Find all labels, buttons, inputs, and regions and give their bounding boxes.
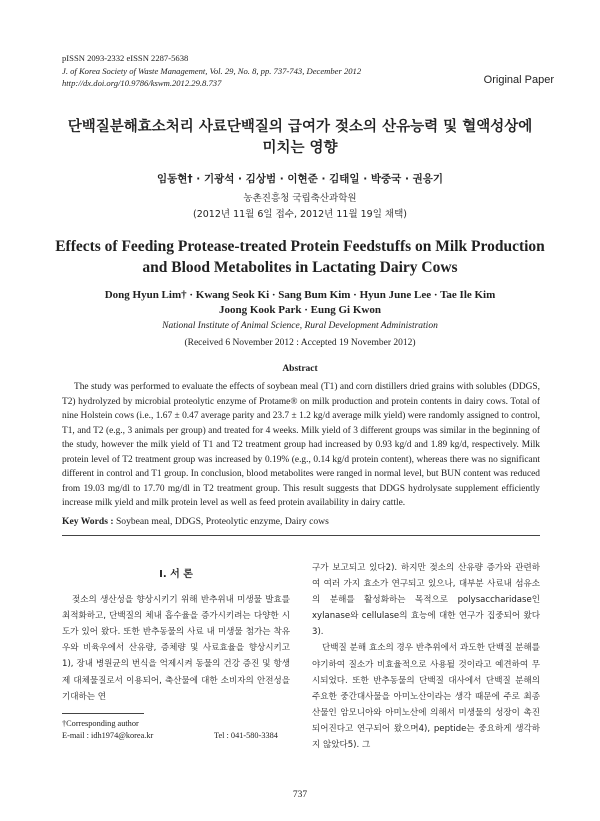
intro-paragraph-2: 구가 보고되고 있다2). 하지만 젖소의 산유량 증가와 관련하여 여러 가지 효소가 연구되고 있으나, 대부분 사료내 섬유소의 분해를 활성화하는 목적으로 polysaccharidase인 xylanase와 cellulase의 효능에 대한 연구가 집중되어 왔다3). [312, 563, 540, 638]
keywords-label: Key Words : [62, 516, 114, 527]
korean-authors: 임동현† · 기광석 · 김상범 · 이현준 · 김태일 · 박중국 · 권응기 [156, 173, 444, 185]
journal-header [62, 52, 361, 90]
keywords-text: Soybean meal, DDGS, Proteolytic enzyme, Dairy cows [115, 516, 329, 527]
korean-title [40, 117, 560, 159]
footnote-email: E-mail : idh1974@korea.kr [62, 731, 154, 740]
abstract-heading: Abstract [282, 364, 318, 374]
footnote-corresponding-label: †Corresponding author [62, 719, 139, 728]
footnote-divider [62, 713, 144, 714]
korean-title-line1: 단백질분해효소처리 사료단백질의 급여가 젖소의 산유능력 및 혈액성상에 [67, 119, 533, 135]
body-left-column [62, 560, 290, 705]
intro-paragraph-3: 단백질 분해 효소의 경우 반추위에서 과도한 단백질 분해를 야기하여 질소가 비효율적으로 사용될 것이라고 예견하여 무시되었다. 또한 반추동물의 단백질 대사에서 단백질 분해의 주요한 중간대사물을 아미노산이라는 생각 때문에 주로 최종산물인 암모니아와 아미노산에 의해서 미생물의 성장이 촉진되어진다고 연구되어 왔으며4), peptide는 중요하게 생각하지 않았다5). 그 [312, 643, 540, 751]
english-authors-line2: Joong Kook Park · Eung Gi Kwon [219, 303, 381, 316]
intro-paragraph-1: 젖소의 생산성을 향상시키기 위해 반추위내 미생물 발효를 최적화하고, 단백질의 체내 흡수율을 증가시키려는 다양한 시도가 있어 왔다. 또한 반추동물의 사료 내 미생물 첨가는 착유우와 비육우에서 산유량, 증체량 및 사료효율을 향상시키고1), 장내 병원균의 번식을 억제시켜 동물의 건강 증진 및 항생제 대체물질로서 이용되어, 축산물에 대한 소비자의 안전성을 기대하는 연 [62, 595, 290, 702]
paper-type-label: Original Paper [483, 74, 554, 86]
english-title [40, 236, 560, 278]
section-heading-introduction: I. 서 론 [159, 569, 193, 580]
issn-line: pISSN 2093-2332 eISSN 2287-5638 [62, 53, 189, 63]
english-title-line2: and Blood Metabolites in Lactating Dairy Cows [142, 259, 458, 276]
keywords-divider [62, 535, 540, 536]
english-authors [40, 288, 560, 317]
footnote-tel: Tel : 041-580-3384 [214, 731, 278, 740]
body-right-column [312, 560, 540, 753]
page-number: 737 [292, 790, 308, 800]
english-title-line1: Effects of Feeding Protease-treated Protein Feedstuffs on Milk Production [55, 238, 545, 255]
korean-dates: (2012년 11월 6일 접수, 2012년 11월 19일 채택) [192, 209, 407, 220]
english-dates: (Received 6 November 2012 : Accepted 19 November 2012) [184, 338, 416, 348]
korean-title-line2: 미치는 영향 [262, 140, 338, 156]
keywords [62, 516, 329, 527]
korean-affiliation: 농촌진흥청 국립축산과학원 [243, 193, 357, 204]
citation-line: J. of Korea Society of Waste Management, Vol. 29, No. 8, pp. 737-743, December 2012 [62, 65, 362, 76]
doi-link[interactable]: http://dx.doi.org/10.9786/kswm.2012.29.8.737 [62, 78, 222, 88]
english-affiliation: National Institute of Animal Science, Rural Development Administration [162, 321, 438, 331]
footnote [62, 718, 292, 742]
abstract-text: The study was performed to evaluate the effects of soybean meal (T1) and corn distillers dried grains with solubles (DDGS, T2) hydrolyzed by microbial proteolytic enzyme of Protame® on milk production and protein contents in dairy cows. Total of nine Holstein cows (i.e., 1.67 ± 0.47 average parity and 23.7 ± 1.2 kg/d average milk yield) were randomly assigned to control, T1, and T2 (e.g., 3 animals per group) and treated for 4 weeks. Milk yield of 3 different groups was similar in the beginning of the study, however the milk yield of T1 and T2 treatment group had increased by 0.93 kg/d and 1.89 kg/d, respectively. Milk protein level of T2 treatment group was increased by 0.19% (e.g., 0.14 kg/d protein content), whereas there was no significant different in control and T1 group. In conclusion, blood metabolites were ranged in normal level, but BUN content was reduced from 19.03 mg/dl to 17.70 mg/dl in T2 treatment group. This result suggests that DDGS hydrolysate supplement efficiently increase milk yield and milk protein level as well as feed protein availability in dairy cattle. [62, 382, 540, 508]
english-authors-line1: Dong Hyun Lim† · Kwang Seok Ki · Sang Bum Kim · Hyun June Lee · Tae Ile Kim [104, 289, 496, 301]
